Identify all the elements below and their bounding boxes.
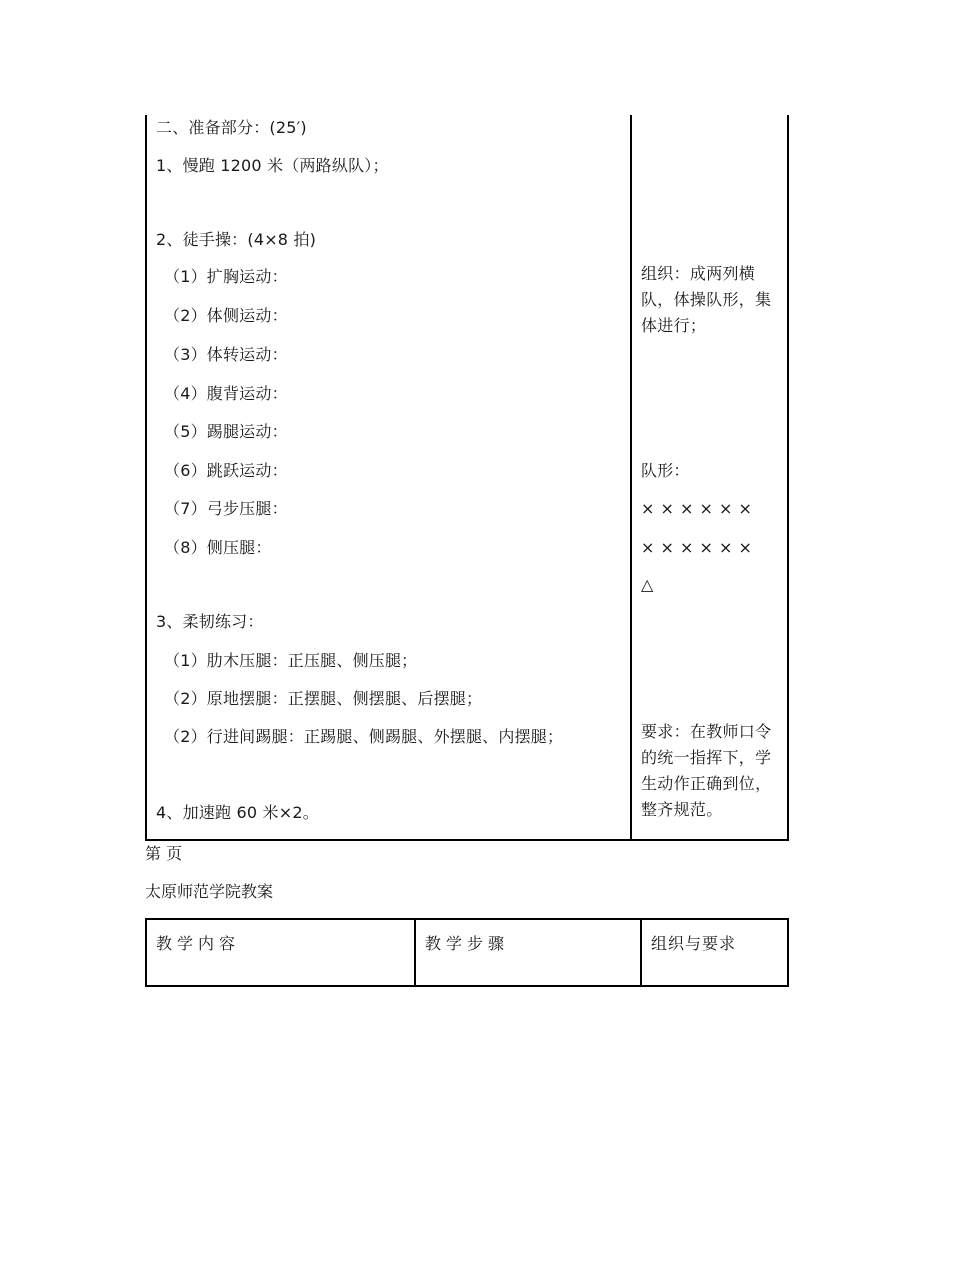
calisthenics-item: （4）腹背运动： — [164, 384, 288, 403]
column-divider — [414, 920, 416, 985]
prep-section-title: 二、准备部分：(25′) — [156, 118, 307, 137]
calisthenics-item: （5）踢腿运动： — [164, 422, 288, 441]
page-number-label: 第 页 — [145, 844, 183, 863]
school-title: 太原师范学院教案 — [145, 882, 274, 901]
calisthenics-item: （7）弓步压腿： — [164, 499, 288, 518]
header-teaching-content: 教学内容 — [156, 934, 241, 953]
calisthenics-title: 2、徒手操：(4×8 拍) — [156, 230, 317, 249]
flexibility-item: （1）肋木压腿：正压腿、侧压腿； — [164, 651, 418, 670]
flexibility-item: （2）原地摆腿：正摆腿、侧摆腿、后摆腿； — [164, 689, 483, 708]
column-divider — [640, 920, 642, 985]
calisthenics-item: （1）扩胸运动： — [164, 267, 288, 286]
flexibility-item: （2）行进间踢腿：正踢腿、侧踢腿、外摆腿、内摆腿； — [164, 727, 564, 746]
jog-item: 1、慢跑 1200 米（两路纵队）； — [156, 156, 389, 175]
header-teaching-steps: 教学步骤 — [425, 934, 510, 953]
calisthenics-item: （2）体侧运动： — [164, 306, 288, 325]
calisthenics-item: （3）体转运动： — [164, 345, 288, 364]
formation-row: × × × × × × — [641, 538, 753, 557]
lesson-plan-table — [145, 115, 789, 841]
requirement-text: 要求：在教师口令的统一指挥下，学生动作正确到位，整齐规范。 — [641, 722, 772, 819]
header-organization: 组织与要求 — [651, 934, 737, 953]
formation-row: × × × × × × — [641, 499, 753, 518]
sprint-item: 4、加速跑 60 米×2。 — [156, 803, 319, 822]
calisthenics-item: （8）侧压腿： — [164, 538, 272, 557]
header-table — [145, 918, 789, 987]
formation-label: 队形： — [641, 461, 690, 480]
column-divider — [630, 115, 632, 839]
flexibility-title: 3、柔韧练习： — [156, 612, 264, 631]
teacher-symbol: △ — [641, 575, 654, 594]
organization-text: 组织：成两列横队，体操队形，集体进行； — [641, 264, 772, 335]
calisthenics-item: （6）跳跃运动： — [164, 461, 288, 480]
